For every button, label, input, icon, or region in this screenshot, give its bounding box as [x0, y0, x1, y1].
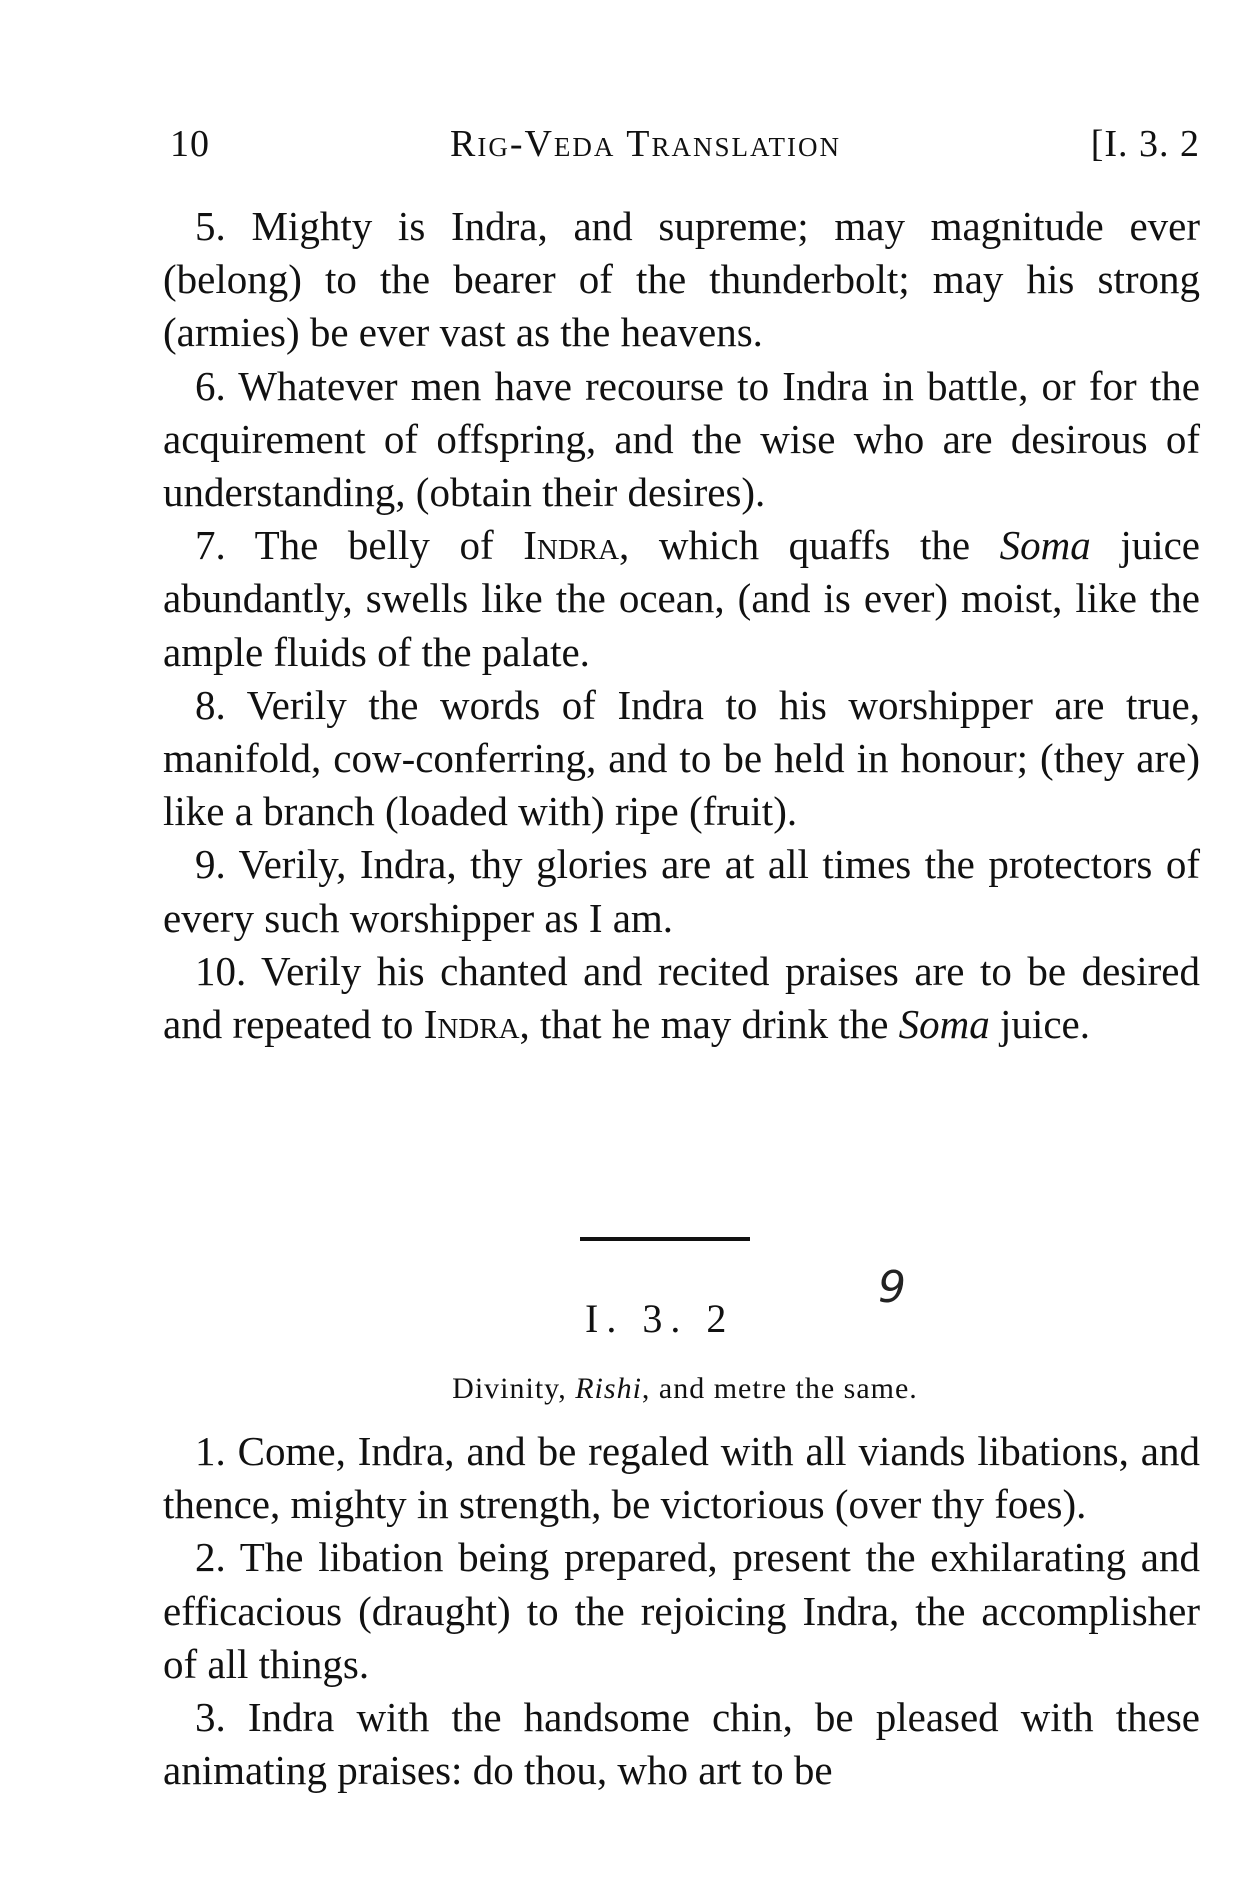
verse-3: 3. Indra with the handsome chin, be pleased with these animating praises: do thou, who art to be [163, 1694, 1201, 1794]
section-divider [580, 1237, 750, 1241]
running-header [170, 122, 1200, 172]
verses-top [163, 200, 1200, 1051]
verse-10: 10. Verily his chanted and recited praises are to be desired and repeated to Indra, that he may drink the Soma juice. [163, 947, 1200, 1048]
section-title: I. 3. 2 [585, 1296, 735, 1341]
verse-2: 2. The libation being prepared, present the exhilarating and efficacious (draught) to the rejoicing Indra, the accomplisher of all things. [163, 1534, 1200, 1687]
verse-5: 5. Mighty is Indra, and supreme; may magnitude ever (belong) to the bearer of the thunderbolt; may his strong (armies) be ever vast as the heavens. [163, 203, 1201, 356]
verse-9: 9. Verily, Indra, thy glories are at all times the protectors of every such worshipper as I am. [163, 841, 1200, 941]
page-number: 10 [170, 123, 210, 165]
section-reference: [I. 3. 2 [1090, 123, 1200, 165]
verse-7: 7. The belly of Indra, which quaffs the Soma juice abundantly, swells like the ocean, (and is ever) moist, like the ample fluids of the palate. [163, 522, 1200, 675]
verse-1: 1. Come, Indra, and be regaled with all viands libations, and thence, mighty in strength, be victorious (over thy foes). [163, 1428, 1200, 1528]
section-subtitle: Divinity, Rishi, and metre the same. [452, 1372, 918, 1405]
verses-bottom [163, 1425, 1200, 1797]
verse-8: 8. Verily the words of Indra to his worshipper are true, manifold, cow-conferring, and to be held in honour; (they are) like a branch (loaded with) ripe (fruit). [163, 681, 1200, 835]
handwritten-numeral: 9 [878, 1262, 906, 1313]
verse-6: 6. Whatever men have recourse to Indra in battle, or for the acquirement of offspring, and the wise who are desirous of understanding, (obtain their desires). [163, 362, 1200, 516]
running-title: Rig-Veda Translation [450, 123, 841, 165]
